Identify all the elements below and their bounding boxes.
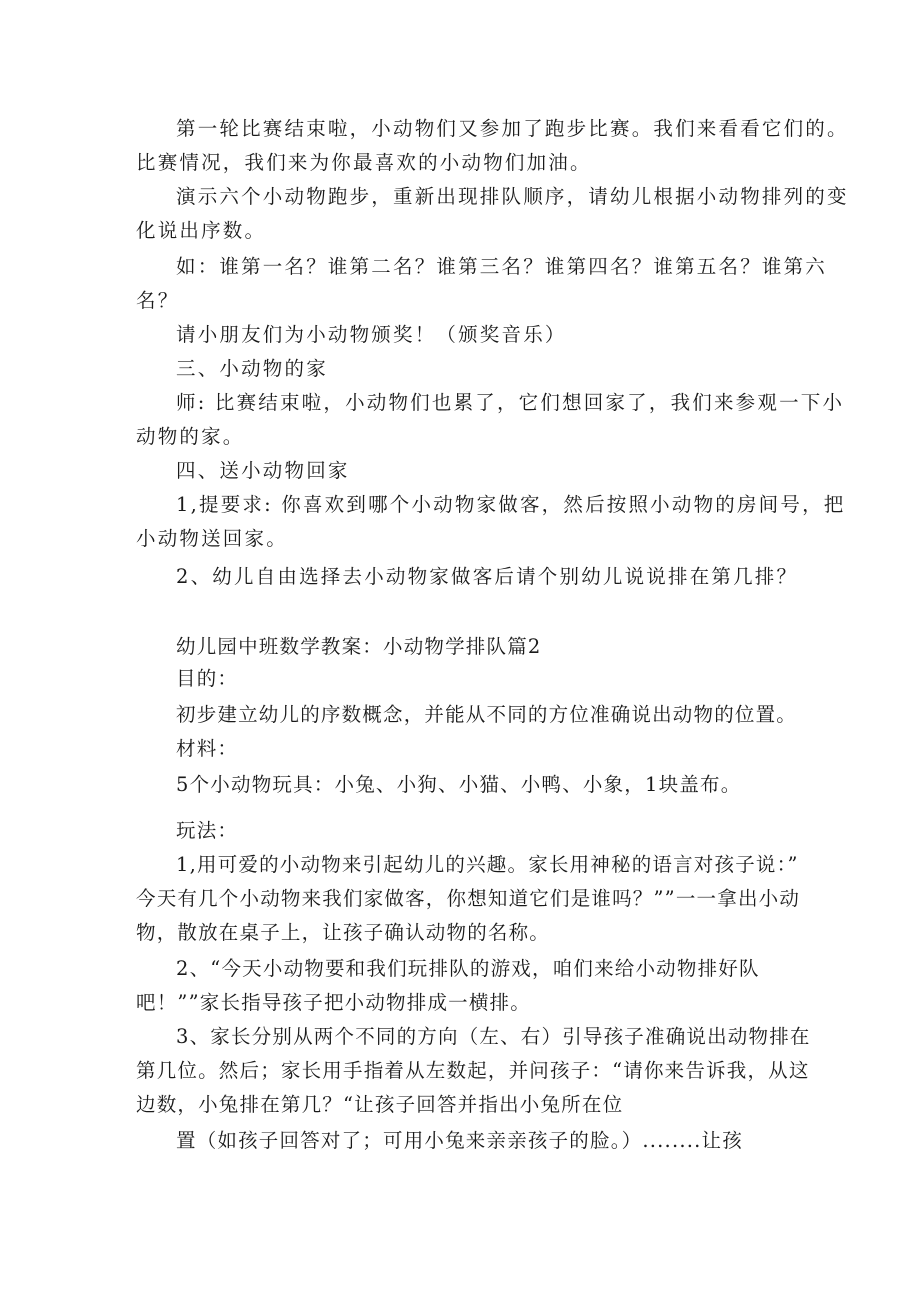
text-line-9: 师: 比赛结束啦，小动物们也累了，它们想回家了，我们来参观一下小 — [176, 391, 845, 414]
section-heading-4: 四、送小动物回家 — [176, 459, 350, 482]
text-line-27: 第几位。然后；家长用手指着从左数起，并问孩子：“请你来告诉我，从这 — [136, 1059, 810, 1082]
text-line-6: 名？ — [136, 289, 180, 312]
text-line-1: 第一轮比赛结束啦，小动物们又参加了跑步比赛。我们来看看它们的。 — [176, 117, 849, 140]
text-line-18: 材料： — [176, 737, 239, 760]
text-line-21: 1,用可爱的小动物来引起幼儿的兴趣。家长用神秘的语言对孩子说：” — [176, 853, 799, 876]
text-line-16: 目的： — [176, 667, 239, 690]
text-line-26: 3、家长分别从两个不同的方向（左、右）引导孩子准确说出动物排在 — [176, 1025, 811, 1048]
text-line-25: 吧！””家长指导孩子把小动物排成一横排。 — [136, 991, 531, 1014]
text-line-13: 小动物送回家。 — [136, 527, 288, 550]
text-line-20: 玩法： — [176, 819, 239, 842]
text-line-19: 5个小动物玩具：小兔、小狗、小猫、小鸭、小象，1块盖布。 — [176, 773, 742, 796]
text-line-2: 比赛情况，我们来为你最喜欢的小动物们加油。 — [136, 151, 592, 174]
text-line-12: 1,提要求: 你喜欢到哪个小动物家做客，然后按照小动物的房间号，把 — [176, 493, 846, 516]
text-line-22: 今天有几个小动物来我们家做客，你想知道它们是谁吗？””一一拿出小动 — [136, 887, 801, 910]
text-line-4: 化说出序数。 — [136, 219, 267, 242]
text-line-10: 动物的家。 — [136, 425, 245, 448]
section-heading-3: 三、小动物的家 — [176, 357, 328, 380]
text-line-17: 初步建立幼儿的序数概念，并能从不同的方位准确说出动物的位置。 — [176, 703, 798, 726]
text-line-29: 置（如孩子回答对了；可用小兔来亲亲孩子的脸。）........让孩 — [176, 1129, 743, 1152]
lesson-title: 幼儿园中班数学教案：小动物学排队篇2 — [176, 635, 542, 658]
text-line-7: 请小朋友们为小动物颁奖！（颁奖音乐） — [176, 323, 567, 346]
text-line-5: 如：谁第一名？谁第二名？谁第三名？谁第四名？谁第五名？谁第六 — [176, 255, 828, 278]
text-line-14: 2、幼儿自由选择去小动物家做客后请个别幼儿说说排在第几排？ — [176, 565, 799, 588]
text-line-23: 物，散放在桌子上，让孩子确认动物的名称。 — [136, 921, 551, 944]
text-line-24: 2、“今天小动物要和我们玩排队的游戏，咱们来给小动物排好队 — [176, 957, 760, 980]
text-line-28: 边数，小兔排在第几？“让孩子回答并指出小兔所在位 — [136, 1093, 624, 1116]
text-line-3: 演示六个小动物跑步，重新出现排队顺序，请幼儿根据小动物排列的变 — [176, 185, 849, 208]
